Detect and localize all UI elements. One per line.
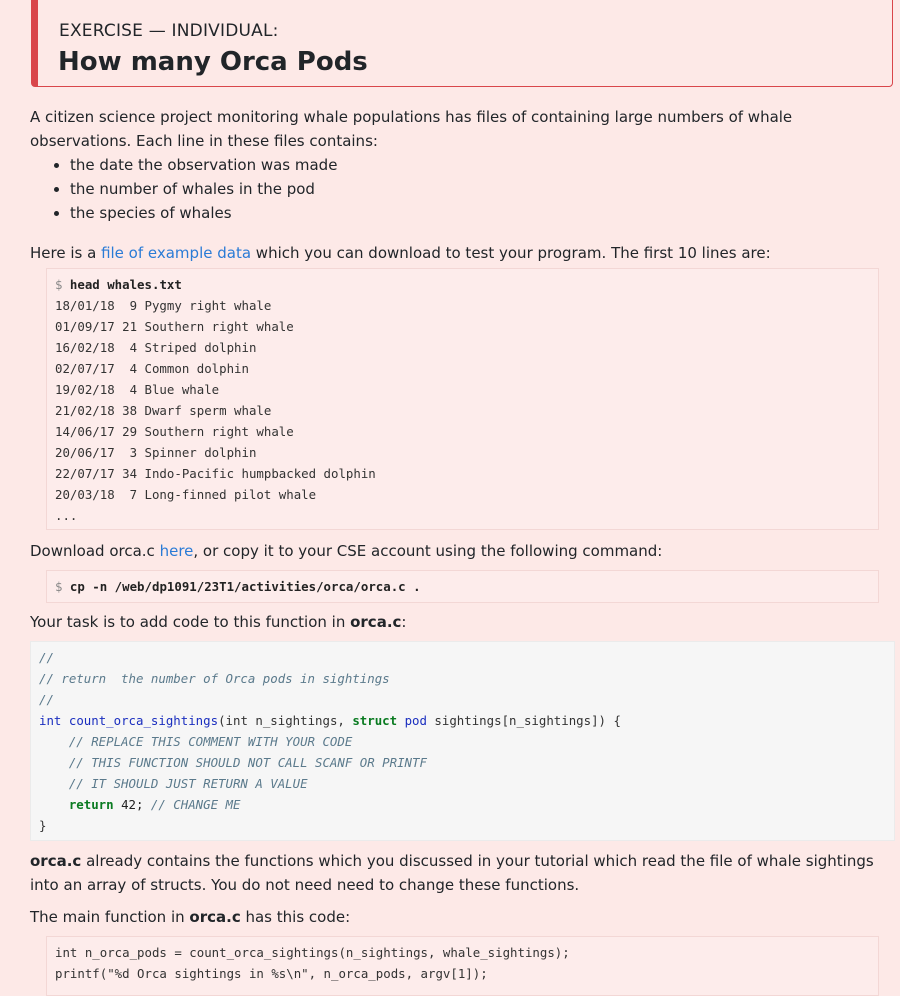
code-line: 21/02/18 38 Dwarf sperm whale xyxy=(55,403,272,418)
main-paragraph: The main function in orca.c has this code: xyxy=(30,908,351,926)
exercise-header xyxy=(31,0,893,87)
code-line: 20/03/18 7 Long-finned pilot whale xyxy=(55,487,317,502)
code-line: 16/02/18 4 Striped dolphin xyxy=(55,340,257,355)
task-paragraph: Your task is to add code to this function in orca.c: xyxy=(30,613,407,631)
code-line: printf("%d Orca sightings in %s\n", n_orca_pods, argv[1]); xyxy=(55,966,488,981)
list-item: • the number of whales in the pod xyxy=(70,177,337,201)
page-title: How many Orca Pods xyxy=(58,47,368,77)
exercise-kicker: EXERCISE — INDIVIDUAL: xyxy=(59,21,279,41)
example-output-block: $ head whales.txt 18/01/18 9 Pygmy right whale 01/09/17 21 Southern right whale 16/02/18 4 Striped dolphin 02/07/17 4 Common dolphin 19/02/18 4 Blue whale 21/02/18 38 Dwarf sperm whale 14/06/17 29 Southern right whale 20/06/17 3 Spinner dolphin 22/07/17 34 Indo-Pacific humpbacked dolphin 20/03/18 7 Long-finned pilot whale ... xyxy=(46,268,879,530)
function-code-block: // // return the number of Orca pods in sightings // int count_orca_sightings(int n_sightings, struct pod sightings[n_sightings]) { // REPLACE THIS COMMENT WITH YOUR CODE // THIS FUNCTION SHOULD NOT CALL SCANF OR PRINTF // IT SHOULD JUST RETURN A VALUE return 42; // CHANGE ME } xyxy=(30,641,895,841)
copy-command: cp -n /web/dp1091/23T1/activities/orca/orca.c . xyxy=(69,579,421,594)
copy-command-block: $ cp -n /web/dp1091/23T1/activities/orca/orca.c . xyxy=(46,570,879,603)
list-item: • the date the observation was made xyxy=(70,153,337,177)
code-line: 19/02/18 4 Blue whale xyxy=(55,382,220,397)
code-line: ... xyxy=(55,508,78,523)
code-line: int n_orca_pods = count_orca_sightings(n_sightings, whale_sightings); xyxy=(55,945,570,960)
note-paragraph: orca.c already contains the functions which you discussed in your tutorial which read the file of whale sightings into an array of structs. You do not need need to change these functions. xyxy=(30,852,874,894)
code-line: 14/06/17 29 Southern right whale xyxy=(55,424,294,439)
code-line: 20/06/17 3 Spinner dolphin xyxy=(55,445,257,460)
example-paragraph: Here is a file of example data which you can download to test your program. The first 10 lines are: xyxy=(30,244,771,262)
download-paragraph: Download orca.c here, or copy it to your CSE account using the following command: xyxy=(30,542,663,560)
code-line: 22/07/17 34 Indo-Pacific humpbacked dolphin xyxy=(55,466,376,481)
code-line: 02/07/17 4 Common dolphin xyxy=(55,361,249,376)
orca-download-link[interactable]: here xyxy=(159,542,194,560)
observation-fields-list xyxy=(30,153,337,225)
example-data-link[interactable]: file of example data xyxy=(101,244,252,262)
list-item: • the species of whales xyxy=(70,201,337,225)
intro-paragraph: A citizen science project monitoring whale populations has files of containing large numbers of whale observations. Each line in these files contains: xyxy=(30,108,793,150)
code-line: 01/09/17 21 Southern right whale xyxy=(55,319,294,334)
head-command: head whales.txt xyxy=(69,277,182,292)
code-line: 18/01/18 9 Pygmy right whale xyxy=(55,298,272,313)
main-code-block xyxy=(46,936,879,996)
function-name: count_orca_sightings xyxy=(68,713,219,728)
